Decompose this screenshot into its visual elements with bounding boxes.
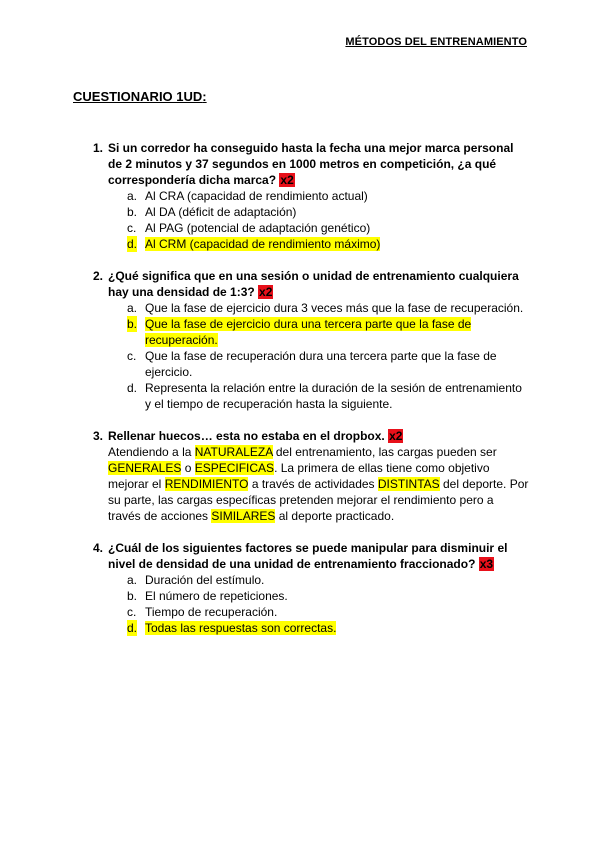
repeat-count-tag: x2: [259, 285, 273, 299]
option-text: Al PAG (potencial de adaptación genético): [145, 221, 371, 235]
question-2: [93, 268, 529, 412]
option-letter: d.: [127, 621, 138, 635]
answer-text: al deporte practicado.: [275, 509, 395, 523]
answer-text: a través de actividades: [248, 477, 378, 491]
option-letter: c.: [127, 605, 137, 619]
question-text: [108, 428, 529, 444]
option-a: [127, 188, 529, 204]
fill-in-answer: [108, 444, 529, 524]
question-1: [93, 140, 529, 252]
option-text: Que la fase de recuperación dura una tercera parte que la fase de ejercicio.: [145, 349, 497, 379]
filled-word: NATURALEZA: [194, 445, 273, 459]
option-d: [127, 380, 529, 412]
option-text: Al CRM (capacidad de rendimiento máximo): [145, 237, 381, 251]
option-text: Al CRA (capacidad de rendimiento actual): [145, 189, 368, 203]
option-d-correct: [127, 620, 529, 636]
option-b: [127, 204, 529, 220]
title-text: CUESTIONARIO 1UD: [73, 89, 203, 104]
option-letter: d.: [127, 381, 138, 395]
option-letter: b.: [127, 205, 138, 219]
option-c: [127, 348, 529, 380]
repeat-count-tag: x3: [479, 557, 494, 571]
option-letter: a.: [127, 301, 138, 315]
question-number: 4.: [93, 541, 104, 555]
option-letter: a.: [127, 573, 138, 587]
option-letter: d.: [127, 237, 138, 251]
question-1-text: Si un corredor ha conseguido hasta la fecha una mejor marca personal de 2 minutos y 37 segundos en 1000 metros en competición, ¿a qué correspondería dicha marca?: [108, 141, 514, 187]
option-c: [127, 604, 529, 620]
document-header: MÉTODOS DEL ENTRENAMIENTO: [345, 36, 527, 48]
question-number: 3.: [93, 429, 104, 443]
option-c: [127, 220, 529, 236]
answer-text: Atendiendo a la: [108, 445, 195, 459]
answer-text: del deporte. Por su parte, las cargas específicas pretenden mejorar el rendimiento pero a través de acciones: [108, 477, 529, 523]
option-d-correct: [127, 236, 529, 252]
option-text: Al DA (déficit de adaptación): [145, 205, 297, 219]
option-text: Tiempo de recuperación.: [145, 605, 278, 619]
question-number: 1.: [93, 141, 104, 155]
title-colon: :: [202, 89, 207, 104]
option-letter: b.: [127, 589, 138, 603]
filled-word: ESPECIFICAS: [194, 461, 275, 475]
filled-word: GENERALES: [108, 461, 182, 475]
answer-text: . La primera de ellas tiene como objetivo mejorar el: [108, 461, 490, 491]
filled-word: SIMILARES: [211, 509, 276, 523]
question-text: [108, 140, 529, 188]
repeat-count-tag: x2: [389, 429, 403, 443]
option-text: Duración del estímulo.: [145, 573, 265, 587]
answer-text: del entrenamiento, las cargas pueden ser: [272, 445, 497, 459]
options-list: [127, 572, 529, 636]
question-4-text: ¿Cuál de los siguientes factores se puede manipular para disminuir el nivel de densidad de una unidad de entrenamiento fraccionado?: [108, 541, 508, 571]
question-text: [108, 540, 529, 572]
page-title: [73, 89, 207, 104]
option-text: Que la fase de ejercicio dura 3 veces más que la fase de recuperación.: [145, 301, 524, 315]
option-letter: c.: [127, 349, 137, 363]
question-3-text: Rellenar huecos… esta no estaba en el dropbox.: [108, 429, 385, 443]
options-list: [127, 188, 529, 252]
option-letter: b.: [127, 317, 138, 331]
option-letter: a.: [127, 189, 138, 203]
question-4: [93, 540, 529, 636]
option-text: El número de repeticiones.: [145, 589, 288, 603]
answer-text: o: [181, 461, 195, 475]
filled-word: RENDIMIENTO: [164, 477, 249, 491]
filled-word: DISTINTAS: [377, 477, 440, 491]
question-2-text: ¿Qué significa que en una sesión o unidad de entrenamiento cualquiera hay una densidad de 1:3?: [108, 269, 519, 299]
question-text: [108, 268, 529, 300]
option-text: Todas las respuestas son correctas.: [145, 621, 337, 635]
option-text: Que la fase de ejercicio dura una tercera parte que la fase de recuperación.: [145, 317, 472, 347]
option-b: [127, 588, 529, 604]
option-a: [127, 572, 529, 588]
option-text: Representa la relación entre la duración de la sesión de entrenamiento y el tiempo de recuperación hasta la siguiente.: [145, 381, 522, 411]
repeat-count-tag: x2: [280, 173, 294, 187]
option-a: [127, 300, 529, 316]
options-list: [127, 300, 529, 412]
option-b-correct: [127, 316, 529, 348]
question-3: [93, 428, 529, 524]
option-letter: c.: [127, 221, 137, 235]
question-number: 2.: [93, 269, 104, 283]
